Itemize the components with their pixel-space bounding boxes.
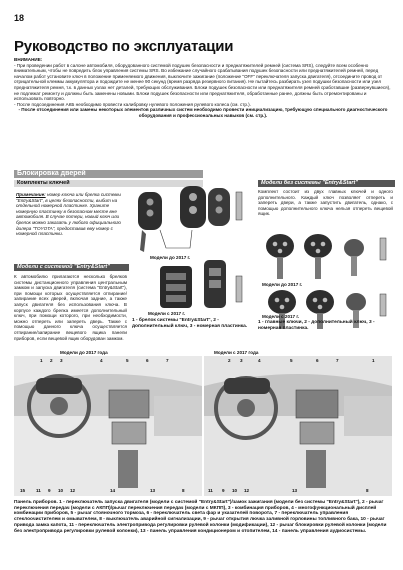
- subsection-with-entry-start: Модели с системой "Entry&Start": [14, 264, 129, 271]
- warning-line-1: - При проведении работ в салоне автомобиля, оборудованного системой подушек безопасности и преднатяжителей ремней (система SRS), следуйте всем особенно внимательным, чтобы не повредить блок управления системы SRS. Во избежание случайного срабатывания подушек безопасности или преднатяжителей ремней, перед началом работ установите ключ в положение применяемого движения, выключите зажигание (положение "OFF" переключателя запуска двигателя), отсоедините провод от отрицательной клеммы аккумулятора и подождите не менее 90 секунд (время разряда резервного питания). Не пытайтесь разбирать узел подушки безопасности или узел преднатяжителя ремня, т.к. в данных узлах нет деталей, требующих обслуживания. Блоки подушек безопасности или преднатяжителя ремней сработавшие (развернувшиеся), не подлежат ремонту и должны быть заменены новыми. Блоки подушек безопасности или преднатяжителя, обработанные ранее, должны быть отремонтированы и использовать повторно.: [14, 62, 391, 102]
- fob-icon: [208, 188, 230, 226]
- note-text: номер ключа или брелка системы "Entry&Start", в целях безопасности, выбит на отдельной номерной пластинке. Храните номерную пластинку в безопасном месте вне автомобиля. В случае потери, новый ключ или брелок можно заказать у любого официального дилера "TOYOTA", предоставив ему номер с номерной пластинки.: [16, 192, 121, 237]
- fob-icon: [180, 186, 206, 228]
- page-number: 18: [14, 13, 25, 23]
- dash-label-before: Модели до 2017 года: [60, 350, 108, 355]
- figure-entry-start-fobs: [130, 180, 254, 330]
- number-plate-icon: [380, 238, 386, 260]
- note-block: [16, 192, 126, 237]
- page-title: Руководство по эксплуатации: [14, 38, 234, 55]
- warning-line-3: - После отсоединения или замены некоторых элементов различных систем необходимо провести инициализацию, требующую специального диагностического оборудования и профессиональных навыков (см. стр.).: [18, 107, 388, 118]
- key-icon: [304, 234, 332, 279]
- instrument-cluster-icon: [36, 378, 82, 394]
- fig1-label-before: Модели до 2017 г.: [150, 255, 191, 260]
- subsection-without-entry-start: Модели без системы "Entry&Start": [258, 180, 395, 187]
- fig2-label-before: Модели до 2017 г.: [262, 282, 303, 287]
- dashboard-caption: Панель приборов. 1 - переключатель запуска двигателя (модели с системой "Entry&Start")/замок зажигания (модели без системы "Entry&Start"), 2 - рычаг переключения передач (модели с АКПП)/рычаг переключения передач (модели с МКПП), 3 - комбинация приборов, 4 - многофункциональный дисплей комбинации приборов, 5 - рычаг стояночного тормоза, 6 - переключатель света фар и указателей поворота, 7 - переключатель управления стеклоочистителем и омывателем, 8 - выключатель аварийной сигнализации, 9 - рычаг открытия лючка заливной горловины топливного бака, 10 - рычаг привода замка капота, 11 - переключатель электропривода регулировки рулевой колонки (модификации), 12 - рычаг блокировки рулевой колонки (модели без электропривода регулировки рулевой колонки), 13 - панель управления кондиционером и отопителем, 14 - панель управления аудиосистемы.: [14, 500, 387, 534]
- fig2-caption: 1 - главные ключи, 2 - дополнительный ключ, 3 - номерная пластинка.: [258, 320, 375, 331]
- fig1-label-after: Модели с 2017 г.: [148, 311, 186, 316]
- note-label: Примечание:: [16, 192, 46, 197]
- warning-line-2: - После подсоединения АКБ необходимо провести калибровку нулевого положения рулевого колеса (см. стр.).: [14, 101, 251, 107]
- key-icon: [344, 239, 364, 276]
- key-icon: [266, 234, 294, 279]
- number-plate-icon: [236, 192, 242, 220]
- fig1-caption: 1 - брелок системы "Entry&Start", 2 - дополнительный ключ, 3 - номерная пластинка.: [132, 318, 248, 329]
- number-plate-icon: [380, 294, 386, 316]
- fob-icon: [138, 192, 162, 252]
- fig2-label-after: Модели с 2017 г.: [262, 314, 300, 319]
- fob-icon: [204, 260, 226, 308]
- paragraph-without-entry-start: Комплект состоит из двух главных ключей и одного дополнительного. Каждый ключ позволяет отпереть и запереть двери, а также запустить двигатель, однако, с помощью дополнительного ключа нельзя отпереть вещевой ящик.: [258, 189, 393, 217]
- instrument-cluster-icon: [224, 378, 270, 394]
- number-plate-icon: [236, 276, 242, 302]
- paragraph-with-entry-start: К автомобилю прилагаются несколько брелков системы дистанционного управления центральным замком и запуска двигателя (система "Entry&Start"), при помощи которых осуществляется отпирание/запирание всех дверей, включая задние, а также запуск двигателя без использования ключа. В корпусе каждого брелка имеется дополнительный ключ, при помощи которого, при необходимости, можно отпереть или запереть дверь. Также с помощью данного ключа осуществляется отпирание/запирание вещевого ящика панели приборов, если вещевой ящик оборудован замком.: [14, 274, 127, 341]
- dash-label-after: Модели с 2017 года: [214, 350, 259, 355]
- fob-icon: [160, 266, 192, 308]
- warning-head: ВНИМАНИЕ:: [14, 57, 43, 62]
- warning-block: [14, 57, 392, 119]
- subsection-keys: Комплекты ключей: [14, 180, 203, 187]
- section-title: Блокировка дверей: [14, 170, 203, 178]
- figure-dashboards: [14, 356, 392, 496]
